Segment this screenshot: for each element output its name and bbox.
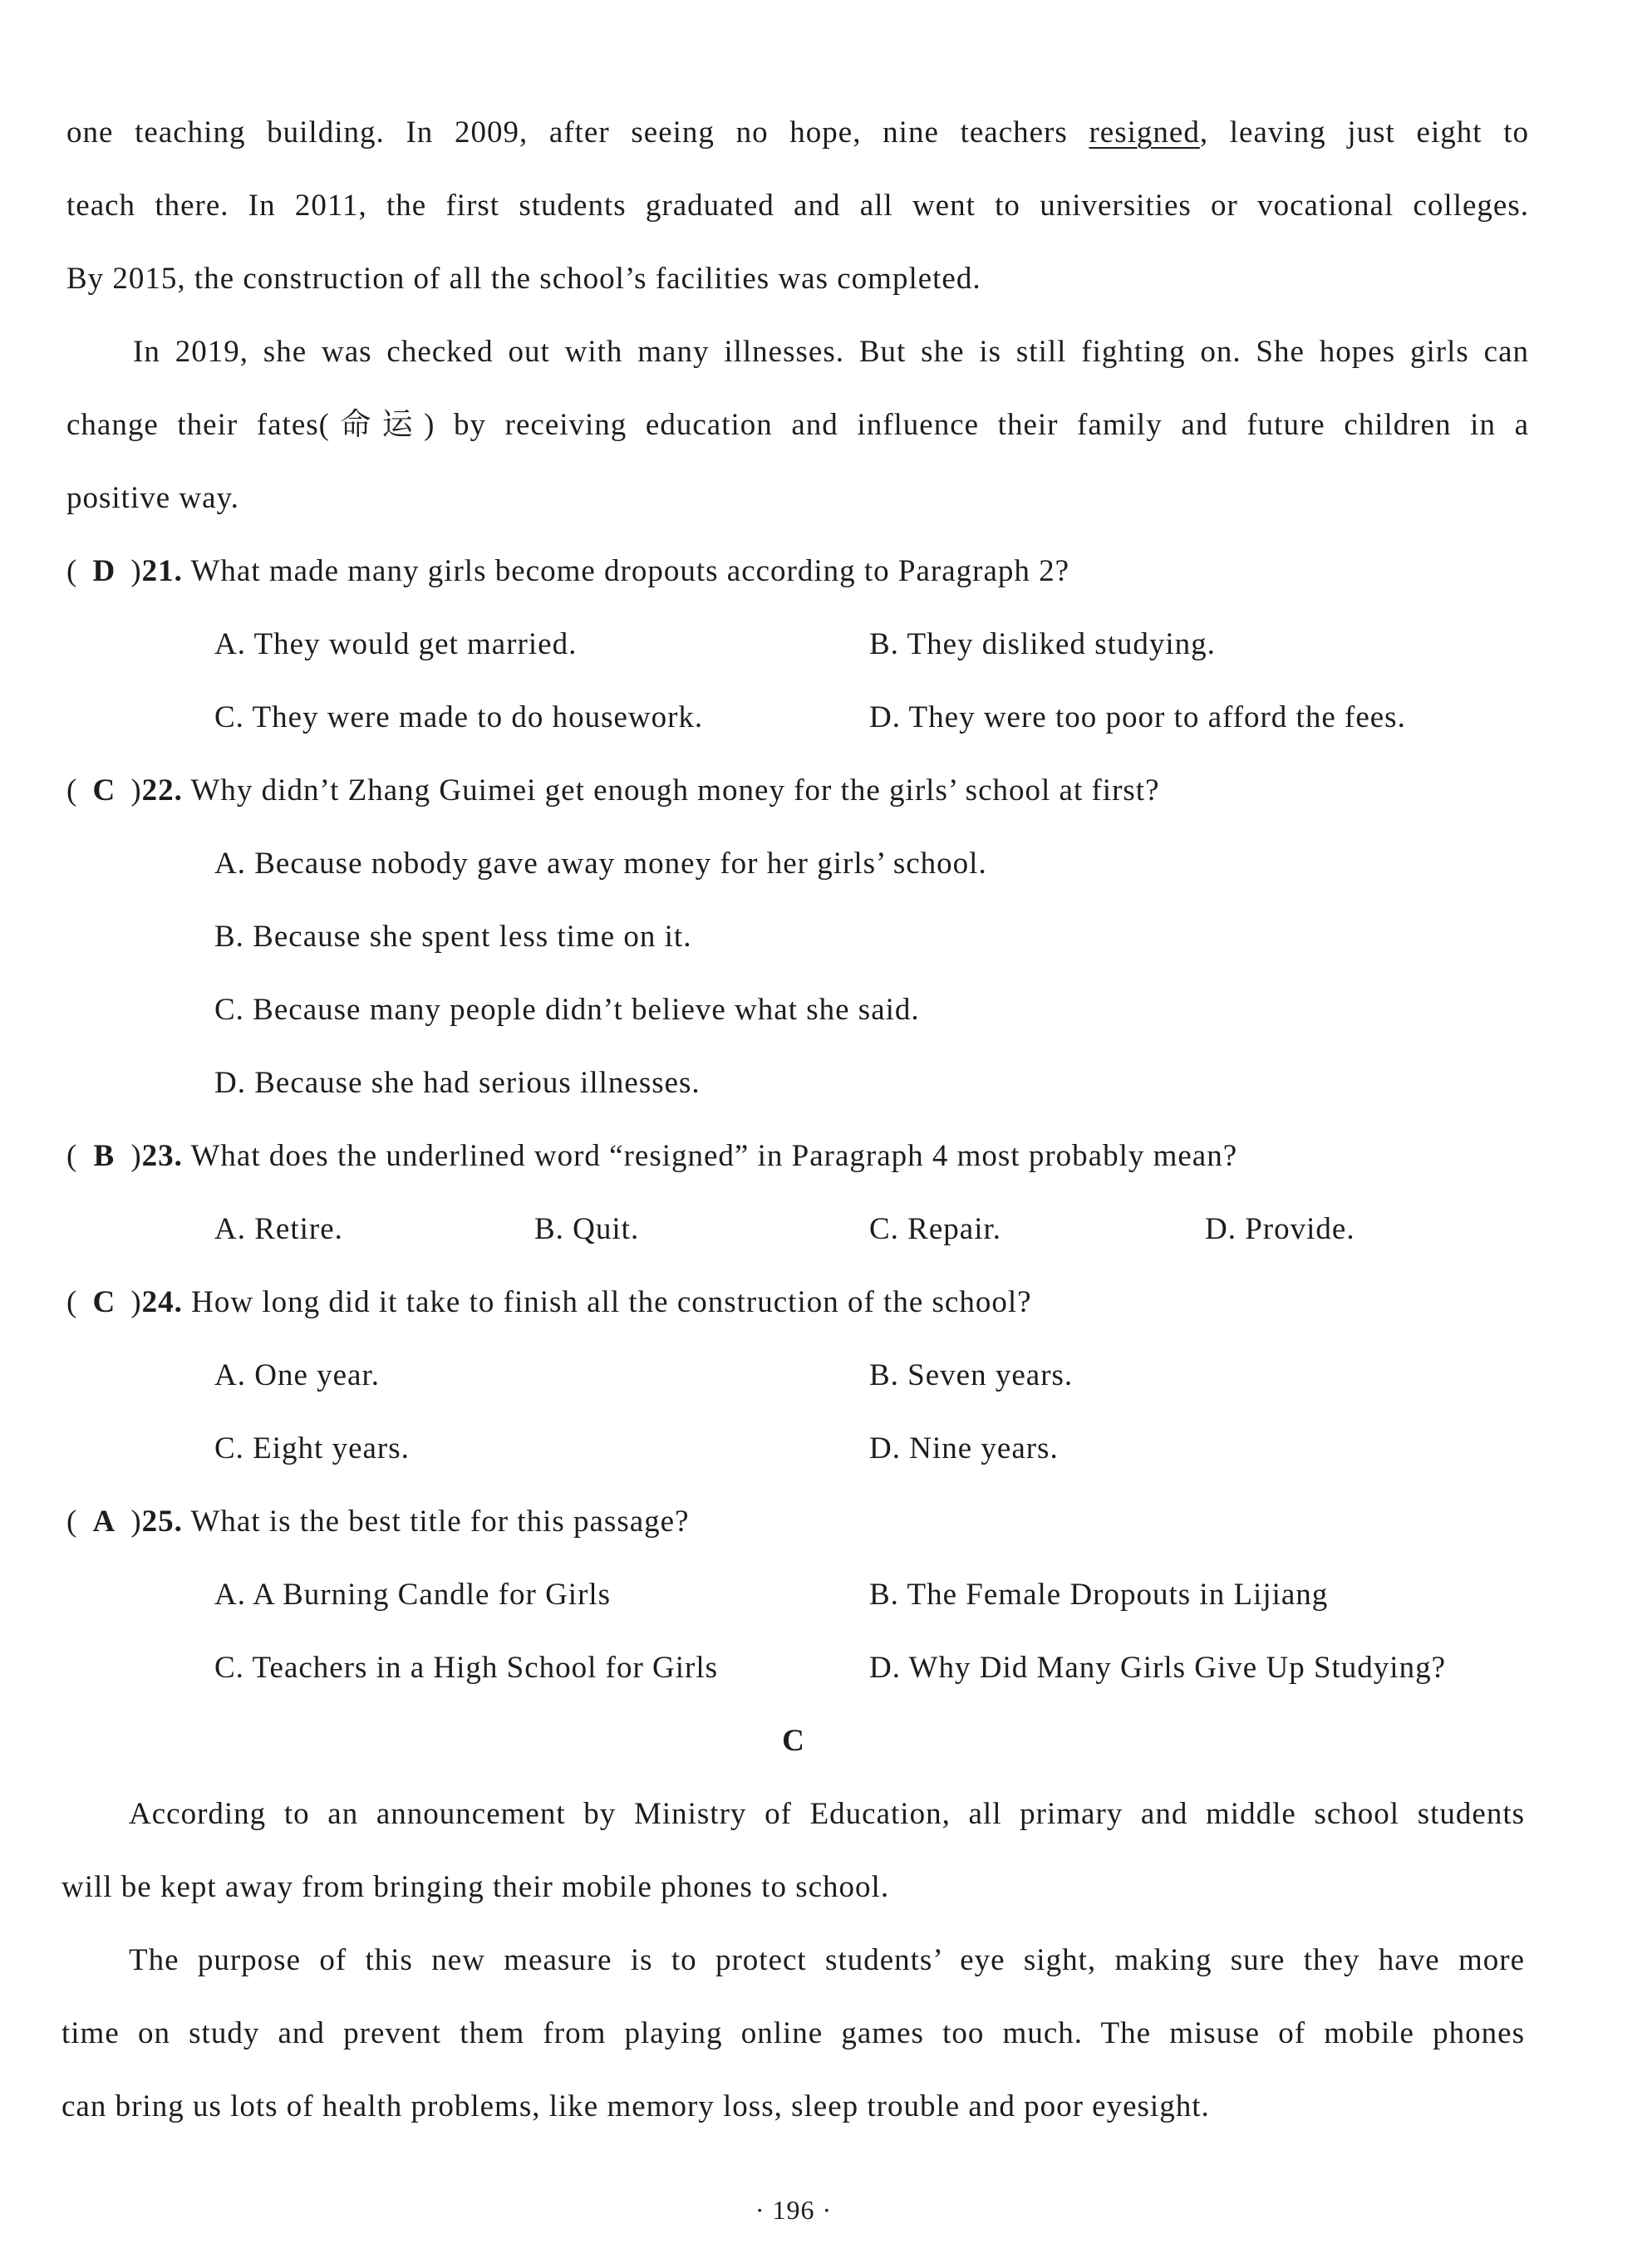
question-21: ( D )21. What made many girls become dropouts according to Paragraph 2?: [66, 554, 1070, 588]
option-d: D. Provide.: [1205, 1212, 1355, 1246]
answer-mark: D: [92, 554, 116, 588]
option-b: B. Quit.: [534, 1212, 640, 1246]
option-c: C. They were made to do housework.: [214, 700, 704, 734]
paragraph-line: teach there. In 2011, the first students graduated and all went to universities or vocational colleges.: [66, 189, 1529, 223]
paragraph-line: change their fates(命运) by receiving education and influence their family and future children in a: [66, 408, 1529, 442]
paragraph-line: By 2015, the construction of all the school’s facilities was completed.: [66, 262, 981, 296]
paragraph-line: The purpose of this new measure is to protect students’ eye sight, making sure they have more: [129, 1943, 1525, 1977]
answer-mark: B: [93, 1139, 116, 1173]
option-a: A. One year.: [214, 1358, 380, 1392]
option-d: D. Why Did Many Girls Give Up Studying?: [869, 1651, 1446, 1685]
option-c: C. Eight years.: [214, 1431, 410, 1465]
option-a: A. They would get married.: [214, 627, 578, 661]
paragraph-line: According to an announcement by Ministry of Education, all primary and middle school students: [129, 1797, 1525, 1831]
paragraph-line: positive way.: [66, 481, 239, 515]
option-a: A. Because nobody gave away money for her girls’ school.: [214, 847, 987, 881]
section-heading: C: [782, 1724, 805, 1758]
underlined-word: resigned: [1089, 115, 1200, 150]
option-b: B. They disliked studying.: [869, 627, 1216, 661]
option-a: A. A Burning Candle for Girls: [214, 1578, 612, 1612]
option-d: D. They were too poor to afford the fees.: [869, 700, 1406, 734]
paragraph-line: one teaching building. In 2009, after seeing no hope, nine teachers resigned, leaving just eight to: [66, 115, 1529, 150]
question-25: ( A )25. What is the best title for this passage?: [66, 1505, 690, 1539]
paragraph-line: can bring us lots of health problems, like memory loss, sleep trouble and poor eyesight.: [61, 2089, 1210, 2123]
paragraph-line: time on study and prevent them from playing online games too much. The misuse of mobile phones: [61, 2016, 1525, 2050]
answer-mark: C: [92, 1285, 116, 1319]
option-b: B. The Female Dropouts in Lijiang: [869, 1578, 1329, 1612]
option-d: D. Because she had serious illnesses.: [214, 1066, 701, 1100]
option-c: C. Teachers in a High School for Girls: [214, 1651, 719, 1685]
option-b: B. Because she spent less time on it.: [214, 920, 692, 954]
page-number: · 196 ·: [755, 2195, 833, 2225]
option-c: C. Repair.: [869, 1212, 1002, 1246]
paragraph-line: In 2019, she was checked out with many illnesses. But she is still fighting on. She hopes girls can: [133, 335, 1529, 369]
question-24: ( C )24. How long did it take to finish all the construction of the school?: [66, 1285, 1032, 1319]
option-d: D. Nine years.: [869, 1431, 1059, 1465]
option-b: B. Seven years.: [869, 1358, 1074, 1392]
paragraph-line: will be kept away from bringing their mobile phones to school.: [61, 1870, 890, 1904]
answer-mark: A: [92, 1505, 116, 1539]
answer-mark: C: [92, 773, 116, 808]
option-c: C. Because many people didn’t believe what she said.: [214, 993, 920, 1027]
option-a: A. Retire.: [214, 1212, 343, 1246]
question-22: ( C )22. Why didn’t Zhang Guimei get enough money for the girls’ school at first?: [66, 773, 1160, 808]
question-23: ( B )23. What does the underlined word “resigned” in Paragraph 4 most probably mean?: [66, 1139, 1238, 1173]
